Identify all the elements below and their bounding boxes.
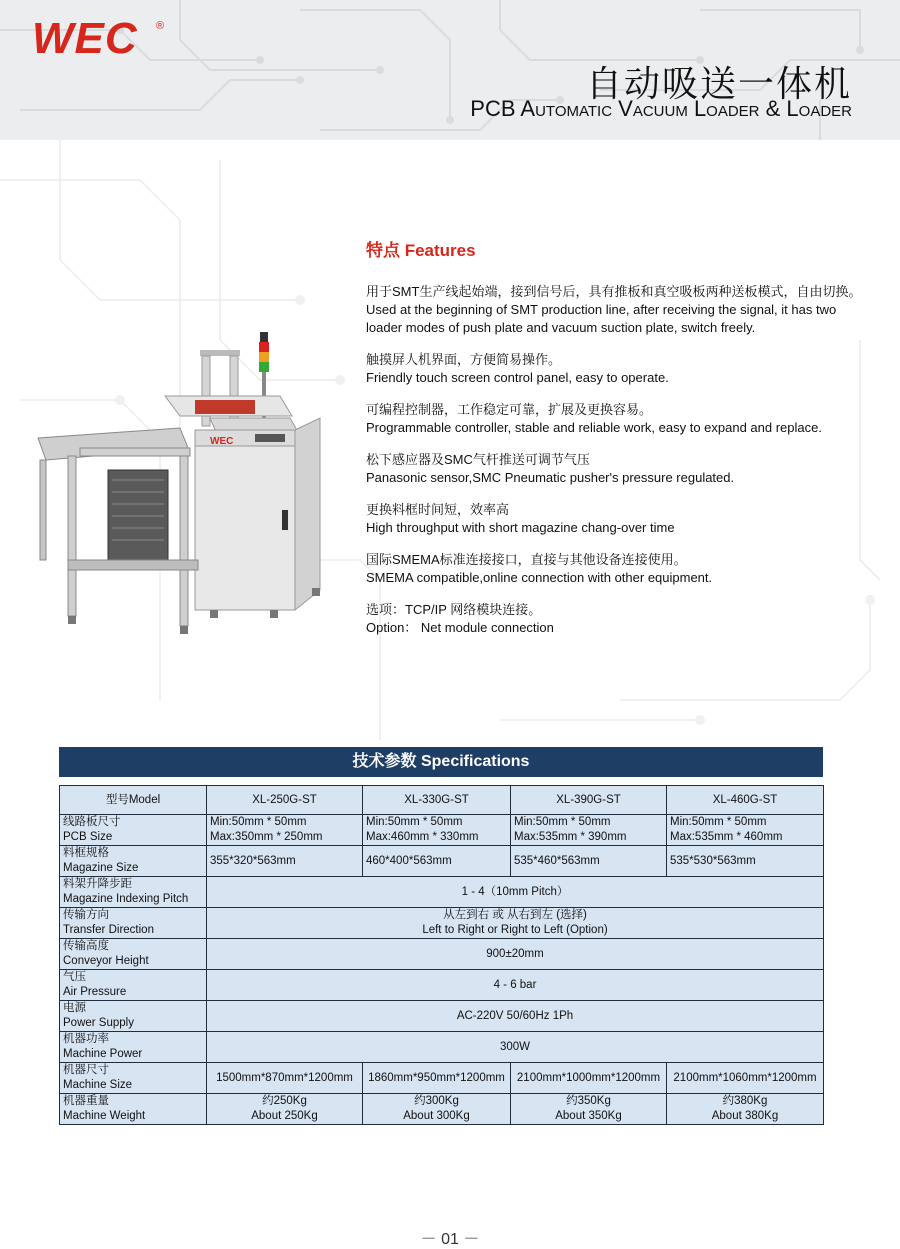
page-number: － 01 － xyxy=(420,1231,480,1248)
features-heading: 特点 Features xyxy=(366,241,476,260)
feature-text-en: SMEMA compatible,online connection with other equipment. xyxy=(366,570,713,585)
header-band xyxy=(0,0,900,140)
table-cell: 2100mm*1000mm*1200mm xyxy=(511,1063,667,1094)
table-cell: AC-220V 50/60Hz 1Ph xyxy=(207,1001,824,1032)
table-cell: 535*460*563mm xyxy=(511,846,667,877)
row-label: 机器功率 Machine Power xyxy=(60,1032,207,1063)
table-cell: 1 - 4（10mm Pitch） xyxy=(207,877,824,908)
table-cell: 300W xyxy=(207,1032,824,1063)
table-cell: Min:50mm * 50mm Max:535mm * 460mm xyxy=(667,815,824,846)
table-cell: 460*400*563mm xyxy=(363,846,511,877)
table-row xyxy=(60,1094,824,1125)
feature-text-en: Option： Net module connection xyxy=(366,620,554,635)
feature-item xyxy=(366,351,866,387)
feature-text-cn: 选项：TCP/IP 网络模块连接。 xyxy=(366,602,542,617)
feature-text-en: Programmable controller, stable and reliable work, easy to expand and replace. xyxy=(366,420,822,435)
row-label: 气压 Air Pressure xyxy=(60,970,207,1001)
table-cell: 从左到右 或 从右到左 (选择) Left to Right or Right to Left (Option) xyxy=(207,908,824,939)
table-cell: 535*530*563mm xyxy=(667,846,824,877)
page-title-cn: 自动吸送一体机 xyxy=(585,64,852,105)
feature-item xyxy=(366,283,866,337)
table-row xyxy=(60,970,824,1001)
row-label: 机器尺寸 Machine Size xyxy=(60,1063,207,1094)
table-row xyxy=(60,1001,824,1032)
feature-item xyxy=(366,501,866,537)
table-row xyxy=(60,877,824,908)
table-cell: 约380Kg About 380Kg xyxy=(667,1094,824,1125)
registered-mark: ® xyxy=(156,20,165,32)
feature-text-cn: 用于SMT生产线起始端，接到信号后，具有推板和真空吸板两种送板模式，自由切换。 xyxy=(366,284,862,299)
table-row xyxy=(60,908,824,939)
feature-item xyxy=(366,551,866,587)
table-row xyxy=(60,939,824,970)
feature-text-en: Used at the beginning of SMT production line, after receiving the signal, it has two loader modes of push plate and vacuum suction plate, switch freely. xyxy=(366,302,837,335)
row-label: 传输高度 Conveyor Height xyxy=(60,939,207,970)
model-name: XL-250G-ST xyxy=(207,786,363,815)
table-cell: 约300Kg About 300Kg xyxy=(363,1094,511,1125)
row-label: 机器重量 Machine Weight xyxy=(60,1094,207,1125)
table-row xyxy=(60,815,824,846)
specifications-table xyxy=(59,785,824,1125)
feature-text-cn: 可编程控制器，工作稳定可靠，扩展及更换容易。 xyxy=(366,402,653,417)
row-label: 线路板尺寸 PCB Size xyxy=(60,815,207,846)
wec-logo: WEC xyxy=(32,14,138,63)
feature-text-cn: 更换料框时间短，效率高 xyxy=(366,502,510,517)
feature-text-en: Friendly touch screen control panel, easy to operate. xyxy=(366,370,669,385)
table-cell: 2100mm*1060mm*1200mm xyxy=(667,1063,824,1094)
feature-text-cn: 松下感应器及SMC气杆推送可调节气压 xyxy=(366,452,590,467)
model-name: XL-390G-ST xyxy=(511,786,667,815)
row-label: 传输方向 Transfer Direction xyxy=(60,908,207,939)
table-row xyxy=(60,1063,824,1094)
table-row xyxy=(60,1032,824,1063)
row-label: 料架升降步距 Magazine Indexing Pitch xyxy=(60,877,207,908)
feature-text-en: High throughput with short magazine chang-over time xyxy=(366,520,675,535)
features-section xyxy=(366,236,866,651)
table-cell: Min:50mm * 50mm Max:350mm * 250mm xyxy=(207,815,363,846)
feature-item xyxy=(366,451,866,487)
feature-text-en: Panasonic sensor,SMC Pneumatic pusher's pressure regulated. xyxy=(366,470,735,485)
feature-text-cn: 国际SMEMA标准连接接口，直接与其他设备连接使用。 xyxy=(366,552,687,567)
table-cell: 约350Kg About 350Kg xyxy=(511,1094,667,1125)
page-title-en: PCB Automatic Vacuum Loader & Loader xyxy=(470,96,852,121)
table-cell: 4 - 6 bar xyxy=(207,970,824,1001)
table-cell: Min:50mm * 50mm Max:535mm * 390mm xyxy=(511,815,667,846)
feature-item xyxy=(366,401,866,437)
table-cell: Min:50mm * 50mm Max:460mm * 330mm xyxy=(363,815,511,846)
feature-item xyxy=(366,601,866,637)
machine-illustration xyxy=(30,320,350,660)
specifications-heading: 技术参数 Specifications xyxy=(59,747,823,777)
model-name: XL-330G-ST xyxy=(363,786,511,815)
machine-panel-logo: WEC xyxy=(210,436,234,447)
feature-text-cn: 触摸屏人机界面，方便简易操作。 xyxy=(366,352,562,367)
model-label: 型号Model xyxy=(60,786,207,815)
model-name: XL-460G-ST xyxy=(667,786,824,815)
table-cell: 约250Kg About 250Kg xyxy=(207,1094,363,1125)
table-cell: 1860mm*950mm*1200mm xyxy=(363,1063,511,1094)
table-row xyxy=(60,786,824,815)
table-cell: 900±20mm xyxy=(207,939,824,970)
table-row xyxy=(60,846,824,877)
table-cell: 355*320*563mm xyxy=(207,846,363,877)
row-label: 电源 Power Supply xyxy=(60,1001,207,1032)
table-cell: 1500mm*870mm*1200mm xyxy=(207,1063,363,1094)
row-label: 料框规格 Magazine Size xyxy=(60,846,207,877)
